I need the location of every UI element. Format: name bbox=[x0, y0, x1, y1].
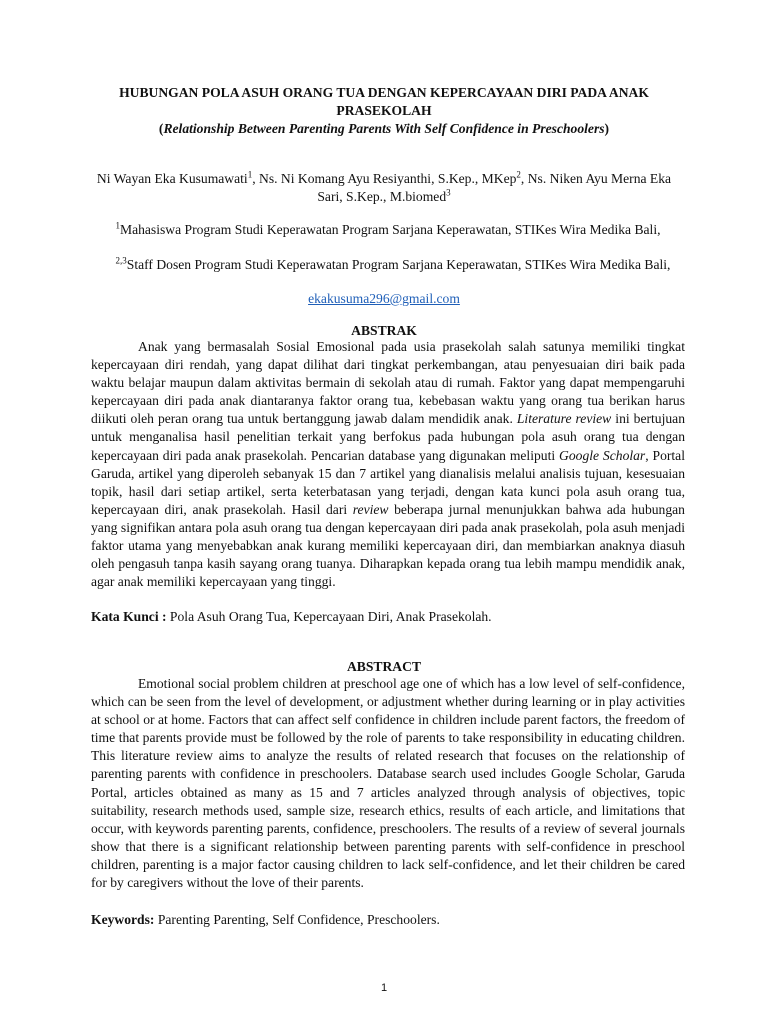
kata-kunci bbox=[91, 608, 685, 626]
affiliation-1 bbox=[90, 221, 686, 239]
keywords bbox=[91, 911, 685, 929]
abstrak-italic-3: review bbox=[352, 501, 389, 517]
abstrak-paragraph bbox=[91, 338, 685, 591]
author-3: , Ns. Niken Ayu Merna Eka Sari, S.Kep., M.biomed bbox=[317, 171, 672, 204]
abstrak-italic-1: Literature review bbox=[516, 411, 612, 427]
affiliation-1-text: Mahasiswa Program Studi Keperawatan Program Sarjana Keperawatan, STIKes Wira Medika Bali, bbox=[119, 222, 661, 237]
author-1-sup: 1 bbox=[247, 169, 253, 180]
subtitle-open-paren: ( bbox=[158, 121, 164, 136]
abstrak-text-3: , Portal Garuda, artikel yang diperoleh sebanyak 15 dan 7 artikel yang dianalisis melalui analisis tujuan, kesesuaian topik, hasil dari setiap artikel, serta keterbatasan yang terjadi, dengan kata kunci pola asuh orang tua, kepercayaan diri, anak prasekolah. Hasil dari bbox=[91, 447, 685, 517]
abstrak-text-1: Anak yang bermasalah Sosial Emosional pada usia prasekolah salah satunya memiliki tingkat kepercayaan diri rendah, yang dapat dilihat dari tingkat perkembangan, atau penyesuaian diri baik pada waktu belajar maupun dalam aktivitas bermain di sekolah atau di rumah. Faktor yang dapat mempengaruhi kepercayaan diri pada anak diantaranya faktor orang tua, kebebasan waktu yang orang tua berikan harus diikuti oleh peran orang tua untuk bertanggung jawab dalam mendidik anak. bbox=[91, 339, 685, 427]
author-2: , Ns. Ni Komang Ayu Resiyanthi, S.Kep., MKep bbox=[252, 171, 517, 186]
abstract-heading: ABSTRACT bbox=[346, 659, 422, 674]
author-1: Ni Wayan Eka Kusumawati bbox=[96, 171, 248, 186]
affiliation-1-sup: 1 bbox=[115, 220, 120, 231]
keywords-text: Parenting Parenting, Self Confidence, Preschoolers. bbox=[154, 912, 440, 927]
author-3-sup: 3 bbox=[446, 187, 451, 198]
author-list bbox=[95, 170, 673, 206]
abstrak-text-2: ini bertujuan untuk menganalisa hasil penelitian terkait yang berfokus pada hubungan pola asuh orang tua dengan kepercayaan diri pada anak prasekolah. Pencarian database yang digunakan meliputi bbox=[91, 411, 685, 463]
kata-kunci-text: Pola Asuh Orang Tua, Kepercayaan Diri, Anak Prasekolah. bbox=[166, 609, 492, 624]
abstrak-text-4: beberapa jurnal menunjukkan bahwa ada hubungan yang signifikan antara pola asuh orang tua dengan kepercayaan diri pada anak prasekolah, pola asuh menjadi faktor utama yang menyebabkan anak kurang memiliki kepercayaan diri, dan membiarkan anaknya diasuh oleh pengasuh tanpa kasih sayang orang tuanya. Diharapkan kepada orang tua lebih mampu mendidik anak, agar anak memiliki kepercayaan yang tinggi. bbox=[91, 501, 685, 590]
subtitle-close-paren: ) bbox=[604, 121, 610, 136]
subtitle-english-title: Relationship Between Parenting Parents With Self Confidence in Preschoolers bbox=[163, 121, 605, 136]
affiliation-2-text: Staff Dosen Program Studi Keperawatan Program Sarjana Keperawatan, STIKes Wira Medika Bali, bbox=[126, 257, 671, 272]
affiliation-2-sup: 2,3 bbox=[115, 255, 127, 266]
affiliation-2 bbox=[100, 256, 686, 274]
page-number: 1 bbox=[380, 982, 388, 994]
paper-subtitle bbox=[60, 120, 708, 138]
abstrak-heading: ABSTRAK bbox=[351, 323, 417, 338]
email-link[interactable]: ekakusuma296@gmail.com bbox=[308, 291, 460, 306]
abstrak-italic-2: Google Scholar bbox=[559, 447, 646, 463]
abstract-paragraph: Emotional social problem children at preschool age one of which has a low level of self-confidence, which can be seen from the level of development, or adjustment whether during learning or in play activities at school or at home. Factors that can affect self confidence in children include parent factors, the freedom of time that parents provide must be followed by the role of parents to take responsibility in educating children. This literature review aims to analyze the results of related research that focuses on the relationship of parenting parents with confidence in preschoolers. Database search used includes Google Scholar, Garuda Portal, articles obtained as many as 15 and 7 articles analyzed through analysis of objectives, topic suitability, research methods used, sample size, research ethics, results of each article, and limitations that occur, with keywords parenting parents, confidence, preschoolers. The results of a review of several journals show that there is a significant relationship between parenting parents with self-confidence in preschool children, parenting is a major factor causing children to lack self-confidence, and let their children be cared for by caregivers without the love of their parents. bbox=[91, 676, 685, 891]
author-2-sup: 2 bbox=[516, 169, 521, 180]
keywords-label: Keywords: bbox=[91, 912, 155, 927]
kata-kunci-label: Kata Kunci : bbox=[91, 609, 167, 624]
paper-title: HUBUNGAN POLA ASUH ORANG TUA DENGAN KEPERCAYAAN DIRI PADA ANAK PRASEKOLAH bbox=[119, 85, 649, 118]
